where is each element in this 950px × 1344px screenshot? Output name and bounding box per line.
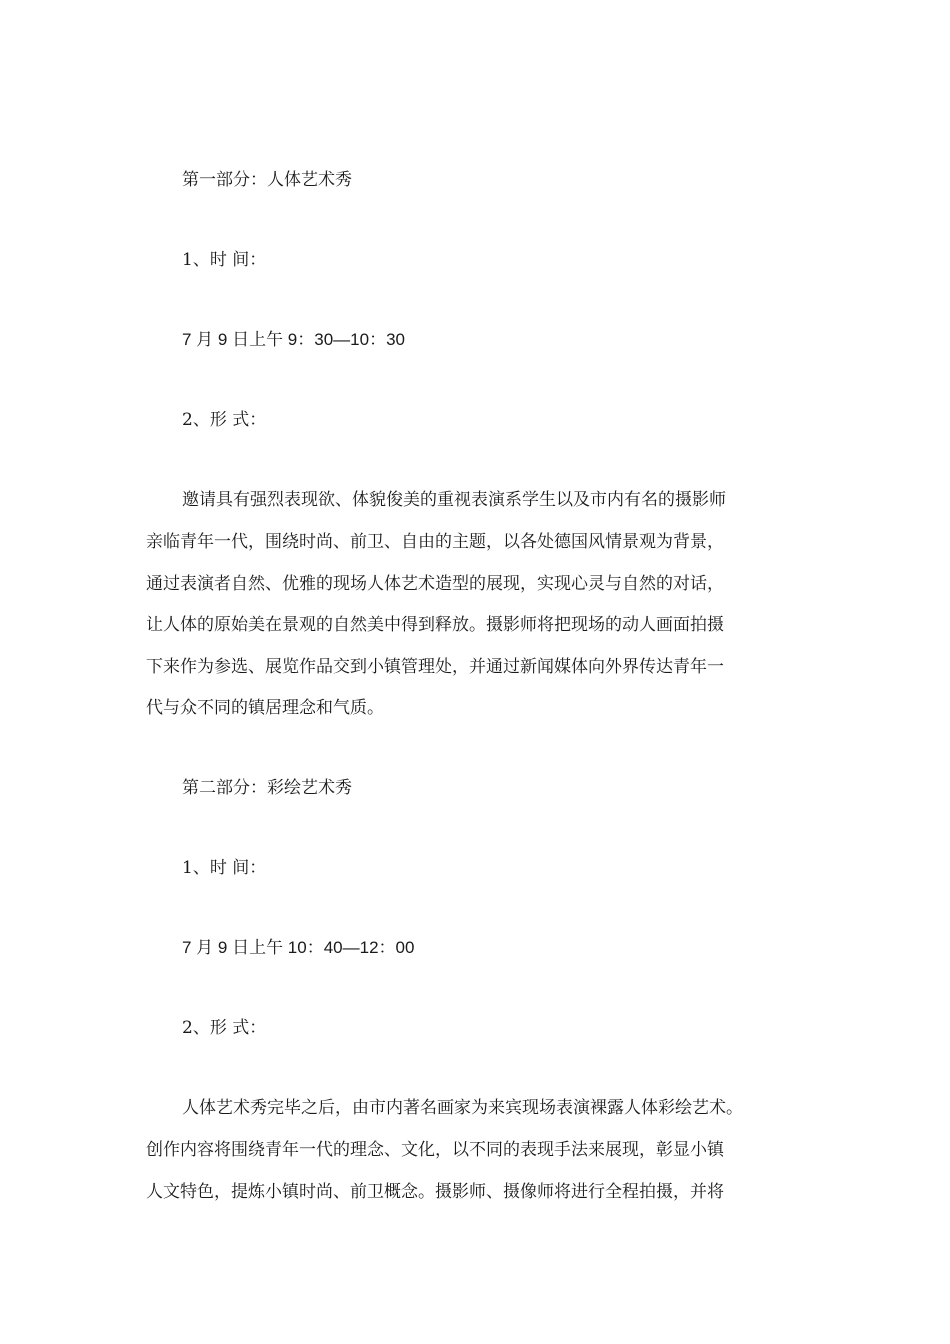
section1-body-line: 让人体的原始美在景观的自然美中得到释放。摄影师将把现场的动人画面拍摄 [146,615,724,635]
section2-body-line: 人体艺术秀完毕之后，由市内著名画家为来宾现场表演裸露人体彩绘艺术。 [182,1098,743,1118]
section2-time-label: 1、时 间： [182,858,267,878]
section2-form-label: 2、形 式： [182,1018,267,1038]
section1-body-line: 邀请具有强烈表现欲、体貌俊美的重视表演系学生以及市内有名的摄影师 [182,490,726,510]
section1-time-value: 7 月 9 日上午 9：30—10：30 [182,330,405,349]
section2-heading: 第二部分：彩绘艺术秀 [182,778,352,798]
section1-heading: 第一部分：人体艺术秀 [182,170,352,190]
section1-form-label: 2、形 式： [182,410,267,430]
section1-body-line: 亲临青年一代，围绕时尚、前卫、自由的主题，以各处德国风情景观为背景， [146,532,724,552]
section1-time-label: 1、时 间： [182,250,267,270]
section2-time-value: 7 月 9 日上午 10：40—12：00 [182,938,415,957]
section2-body-line: 人文特色，提炼小镇时尚、前卫概念。摄影师、摄像师将进行全程拍摄，并将 [146,1182,724,1202]
section2-body-line: 创作内容将围绕青年一代的理念、文化，以不同的表现手法来展现，彰显小镇 [146,1140,724,1160]
section1-body-line: 通过表演者自然、优雅的现场人体艺术造型的展现，实现心灵与自然的对话， [146,574,724,594]
section1-body-line: 代与众不同的镇居理念和气质。 [146,698,384,718]
section1-body-line: 下来作为参选、展览作品交到小镇管理处，并通过新闻媒体向外界传达青年一 [146,657,724,677]
